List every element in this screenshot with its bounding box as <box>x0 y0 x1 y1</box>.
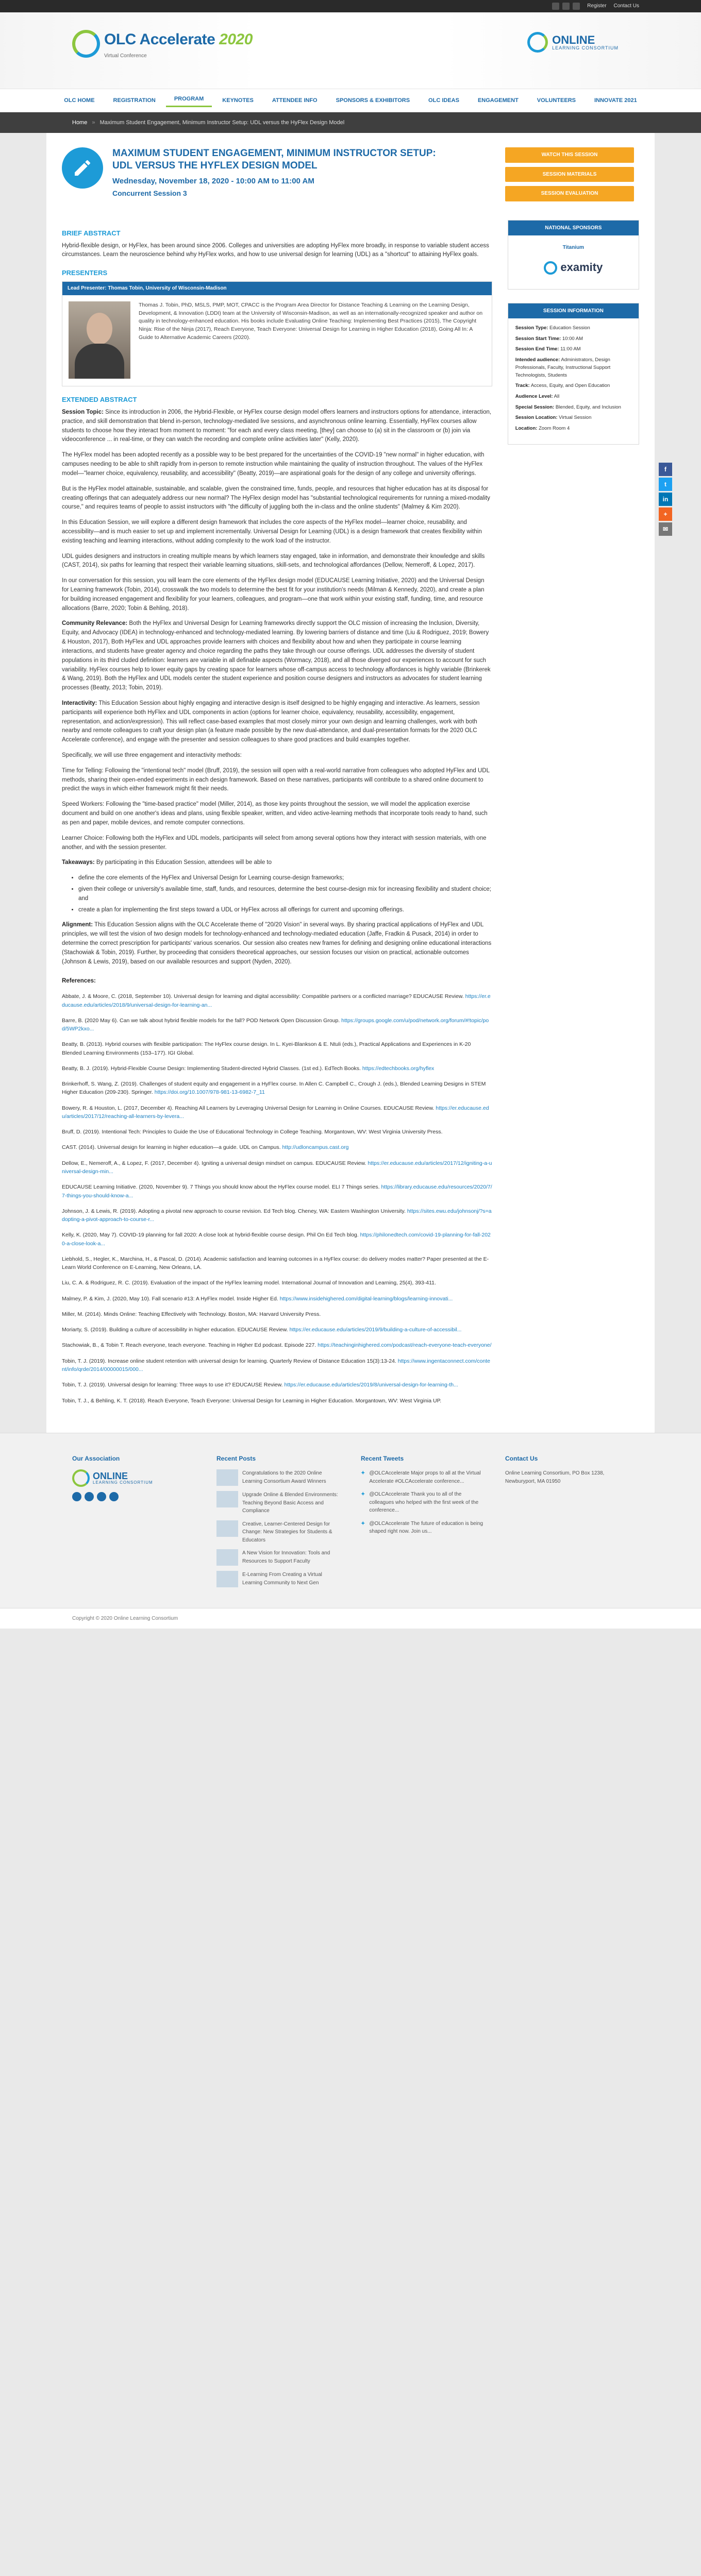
reference-text: Stachowiak, B., & Tobin T. Reach everyone, teach everyone. Teaching in Higher Ed podcast. Episode 227. <box>62 1342 316 1349</box>
nav-item-registration[interactable]: REGISTRATION <box>113 97 156 104</box>
footer-logo-subtext: LEARNING CONSORTIUM <box>93 1480 153 1485</box>
paragraph: In our conversation for this session, you will learn the core elements of the HyFlex design model (EDUCAUSE Learning Initiative, 2020) and the Universal Design for Learning framework (Tobin, 2014), crosswalk the two models to determine the best fit for your institution's needs (Milman & Kennedy, 2020), and create a plan for building increased engagement and flexibility for your learners, colleagues, and program—one that work within your existing staff, funding, time, and resource allocations (Barre, 2020; Tobin & Behling, 2018). <box>62 578 485 612</box>
logo-title: OLC Accelerate 2020 <box>104 31 253 48</box>
sponsor-box <box>508 220 639 290</box>
alignment-paragraph: Alignment: This Education Session aligns with the OLC Accelerate theme of "20/20 Vision" in several ways. By sharing practical applications of HyFlex and UDL principles, we will test the vision of two design models for technology-enhanced and technology-mediated education (Jaffe, Fradkin & Pusack, 2014) in order to determine the correct prescription for participants' various scenarios. Our session also creates new frames for defining and designing online educational interactions (Stachowiak & Tobin, 2019). Further, by proceeding that considers theoretical approaches, our session focuses our vision on practical, actionable outcomes (Johnson & Lewis, 2019), based on our available resources and support (Nyden, 2020). <box>62 922 492 965</box>
reference-link[interactable]: https://sites.ewu.edu/johnsonj/?s=adopting-a-pivot-approach-to-course-r... <box>62 1208 492 1223</box>
nav-item-sponsors-exhibitors[interactable]: SPONSORS & EXHIBITORS <box>336 97 410 104</box>
news-thumbnail <box>216 1491 238 1507</box>
session-info-value: Zoom Room 4 <box>539 426 570 432</box>
session-title: MAXIMUM STUDENT ENGAGEMENT, MINIMUM INSTRUCTOR SETUP: UDL VERSUS THE HYFLEX DESIGN MODEL <box>112 148 436 171</box>
paragraph: In this Education Session, we will explore a different design framework that includes the core aspects of the HyFlex model—learner choice, reusability, and accessibility—and is much easier to set up and implement incrementally. Universal Design for Learning (UDL) is a design framework that creates flexibility within existing teaching and learning interactions, without adding complexity to the work load of the instructor. <box>62 519 482 544</box>
brief-abstract-heading: BRIEF ABSTRACT <box>62 229 121 237</box>
olc-accelerate-logo[interactable] <box>72 28 253 60</box>
extended-abstract-heading: EXTENDED ABSTRACT <box>62 395 137 403</box>
pencil-icon <box>62 147 103 189</box>
community-relevance-paragraph: Community Relevance: Both the HyFlex and Universal Design for Learning frameworks directly support the OLC mission of increasing the Inclusion, Diversity, Equity, and Advocacy (IDEA) in technology-enhanced and technology-mediated learning. By lowering barriers of distance and time (Liu & Rodriguez, 2019; Bowery & Houston, 2017), Both HyFlex and UDL approaches provide learners with choices and flexibility about how and when they participate in course learning interactions, and students have greater agency and choice regarding the paths they take through our course offerings. UDL addresses the diversity of student populations in its third cluded definition: learners are variable in all definable aspects (Wormacy, 2018), and all those diverged our experiences to account for such variability. HyFlex courses help to lower equity gaps by creating space for learners whose off-campus access to technology affordances is highly variable (Brinkerek & Wang, 2019). Both the HyFlex and UDL models center the student experience and position course designers and instructors as advocates for student learning processes (Beatty, 2013; Tobin, 2019). <box>62 620 491 691</box>
news-thumbnail <box>216 1469 238 1486</box>
reference-link[interactable]: https://philonedtech.com/covid-19-planning-for-fall-2020-a-close-look-a... <box>62 1232 491 1247</box>
linkedin-icon[interactable] <box>97 1492 106 1501</box>
reference-item <box>62 1326 492 1334</box>
tweet-text: @OLCAccelerate Major props to all at the Virtual Accelerate #OLCAccelerate conference... <box>369 1470 481 1484</box>
olc-logo-text: ONLINE LEARNING CONSORTIUM <box>552 33 619 50</box>
nav-item-volunteers[interactable]: VOLUNTEERS <box>537 97 576 104</box>
session-info-label: Special Session: <box>515 404 555 410</box>
tweet-text: @OLCAccelerate The future of education is being shaped right now. Join us... <box>369 1520 483 1535</box>
session-info-label: Location: <box>515 426 538 432</box>
list-item: • define the core elements of the HyFlex and Universal Design for Learning course-design frameworks; <box>78 874 492 883</box>
tweet-item[interactable] <box>361 1469 485 1485</box>
share-more-icon[interactable]: + <box>659 507 672 521</box>
session-info-value: Education Session <box>549 325 590 331</box>
session-track: Concurrent Session 3 <box>112 189 187 197</box>
footer-social-icons <box>72 1492 196 1501</box>
reference-item <box>62 1128 492 1136</box>
breadcrumb-home[interactable]: Home <box>72 120 88 126</box>
footer-logo-text: ONLINE <box>93 1471 128 1482</box>
reference-text: Barre, B. (2020 May 6). Can we talk about hybrid flexible models for the fall? POD Network Open Discussion Group. <box>62 1017 340 1024</box>
breadcrumb-separator: » <box>92 120 95 126</box>
session-info-label: Track: <box>515 383 530 389</box>
top-bar <box>0 0 701 12</box>
session-info-label: Audience Level: <box>515 394 553 400</box>
reference-item <box>62 1255 492 1272</box>
paragraph: Speed Workers: Following the "time-based practice" model (Miller, 2014), as those key points throughout the session, we will model the application exercise document and build on one another's ideas and plans, using flexible speaker, written, and video active-learning methods that incorporate tools ready to hand, such as pen and paper, mobile devices, and remote computer connections. <box>62 801 488 826</box>
reference-item <box>62 1341 492 1349</box>
presenter-name: Lead Presenter: Thomas Tobin, University of Wisconsin-Madison <box>62 282 492 295</box>
session-info-row <box>515 414 631 422</box>
reference-link[interactable]: https://groups.google.com/u/pod/network.org/forum/#!topic/pod/5WP2kxo... <box>62 1017 489 1032</box>
session-info-row <box>515 335 631 343</box>
olc-logo[interactable] <box>527 32 619 53</box>
news-title: Upgrade Online & Blended Environments: Teaching Beyond Basic Access and Compliance <box>242 1492 338 1514</box>
site-header <box>0 12 701 89</box>
footer-olc-logo[interactable] <box>72 1469 196 1487</box>
news-thumbnail <box>216 1549 238 1566</box>
presenter-photo <box>69 301 130 379</box>
reference-item <box>62 1040 492 1057</box>
nav-item-innovate-2021[interactable]: INNOVATE 2021 <box>594 97 637 104</box>
presenter-photo-body <box>75 344 124 379</box>
reference-item <box>62 1357 492 1374</box>
footer-tweets-heading: Recent Tweets <box>361 1454 404 1462</box>
paragraph: The HyFlex model has been adopted recently as a possible way to be best prepared for the uncertainties of the COVID-19 "new normal" in higher education, with campuses needing to be able to shift rapidly from in-person to remote instruction while maintaining the quality of instruction throughout. The values of the HyFlex model—"learner choice, equivalency, reusability, and accessibility" (Beatty, 2019)—are aspirational goals for the design of any college and university offerings. <box>62 452 485 477</box>
news-item[interactable] <box>216 1491 340 1515</box>
session-info-value: Access, Equity, and Open Education <box>530 383 610 389</box>
session-info-row <box>515 404 631 412</box>
reference-item <box>62 1016 492 1033</box>
paragraph: Specifically, we will use three engagement and interactivity methods: <box>62 752 242 759</box>
takeaways-paragraph: Takeaways: By participating in this Education Session, attendees will be able to <box>62 859 272 866</box>
main-nav <box>0 89 701 112</box>
reference-text: Beatty, B. J. (2019). Hybrid-Flexible Course Design: Implementing Student-directed Hybrid Classes. (1st ed.). EdTech Books. <box>62 1065 361 1072</box>
reference-link[interactable]: https://er.educause.edu/articles/2018/9/universal-design-for-learning-an... <box>62 993 491 1008</box>
nav-item-program[interactable]: PROGRAM <box>166 95 212 107</box>
takeaways-list <box>78 874 492 914</box>
reference-link[interactable]: https://doi.org/10.1007/978-981-13-6982-7_11 <box>154 1089 265 1096</box>
reference-text: Liu, C. A. & Rodriguez, R. C. (2019). Evaluation of the impact of the HyFlex learning model. International Journal of Innovation and Learning, 25(4), 393-411. <box>62 1280 436 1286</box>
twitter-icon: ✦ <box>361 1492 365 1498</box>
nav-item-olc-ideas[interactable]: OLC IDEAS <box>428 97 459 104</box>
copyright-bar <box>0 1608 701 1629</box>
site-footer <box>0 1433 701 1608</box>
reference-text: Abbate, J. & Moore, C. (2018, September 10). Universal design for learning and digital accessibility: Compatible partners or a conflicted marriage? EDUCAUSE Review. <box>62 993 464 1000</box>
session-topic-paragraph: Session Topic: Since its introduction in 2006, the Hybrid-Flexible, or HyFlex course design model offers learners and instructors options for attendance, interaction, practice, and skill demonstration that blend in-person, technology-mediated live sessions, and asynchronous online learning. Essentially, HyFlex courses allow students to choose how they interact from moment to moment: "for each and every class meeting, [they] can choose to (a) sit in the classroom or (b) join via videoconference ... in real-time, or they can watch the recording and complete online activities later" (Kelly, 2020). <box>62 409 492 443</box>
copyright-text: Copyright © 2020 Online Learning Consortium <box>72 1616 178 1622</box>
sponsor-heading: NATIONAL SPONSORS <box>508 221 639 236</box>
accelerate-logo-icon <box>72 30 100 58</box>
twitter-icon: ✦ <box>361 1470 365 1477</box>
share-email-icon[interactable]: ✉ <box>659 522 672 536</box>
examity-logo[interactable] <box>508 256 639 280</box>
session-info-row <box>515 325 631 332</box>
watch-session-button[interactable]: WATCH THIS SESSION <box>505 147 634 163</box>
share-linkedin-icon[interactable]: in <box>659 493 672 506</box>
session-info-value: Blended, Equity, and Inclusion <box>555 404 621 410</box>
sponsor-name: examity <box>560 261 603 274</box>
news-title: Congratulations to the 2020 Online Learning Consortium Award Winners <box>242 1470 326 1484</box>
youtube-icon[interactable] <box>109 1492 119 1501</box>
brief-abstract-text: Hybrid-flexible design, or HyFlex, has been around since 2006. Colleges and universities are adopting HyFlex more broadly, in response to variable student access circumstances. Learn the neuroscience behind why HyFlex works, and how to use universal design for learning (UDL) as a "shortcut" to attaining HyFlex goals. <box>62 242 489 258</box>
session-info-value: All <box>554 394 560 400</box>
footer-about-heading: Our Association <box>72 1454 120 1462</box>
tweet-item[interactable] <box>361 1490 485 1515</box>
news-thumbnail <box>216 1520 238 1537</box>
session-info-row <box>515 357 631 379</box>
session-evaluation-button[interactable]: SESSION EVALUATION <box>505 186 634 201</box>
news-item[interactable] <box>216 1469 340 1486</box>
reference-item <box>62 1064 492 1073</box>
reference-text: Tobin, T. J. (2019). Universal design for learning: Three ways to use it? EDUCAUSE Review. <box>62 1382 283 1388</box>
reference-link[interactable]: http://udloncampus.cast.org <box>282 1144 349 1151</box>
session-info-value: Administrators, Design Professionals, Faculty, Instructional Support Technologists, Students <box>515 357 611 378</box>
footer-contact-heading: Contact Us <box>505 1454 538 1462</box>
presenter-bio: Thomas J. Tobin, PhD, MSLS, PMP, MOT, CPACC is the Program Area Director for Distance Teaching & Learning on the Learning Design, Development, & Innovation (LDDI) team at the University of Wisconsin-Madison, as well as an internationally-recognized speaker and author on quality in technology-enhanced education. His books include Evaluating Online Teaching: Implementing Best Practices (2015), The Copyright Ninja: Rise of the Ninja (2017), Reach Everyone, Teach Everyone: Universal Design for Learning in Higher Education (2018), Going All In: A Guide to Alternative Academic Careers (2020). <box>139 301 483 341</box>
twitter-icon[interactable] <box>85 1492 94 1501</box>
reference-item <box>62 1183 492 1200</box>
reference-link[interactable]: https://er.educause.edu/articles/2019/9/building-a-culture-of-accessibil... <box>289 1327 462 1333</box>
reference-item <box>62 1159 492 1176</box>
page-content <box>46 133 669 1433</box>
reference-text: Brinkerhoff, S. Wang, Z. (2019). Challenges of student equity and engagement in a HyFlex course. In Allen C. Campbell C., Crough J. (eds.), Blended Learning Designs in STEM Higher Education (209-230). Springer. <box>62 1081 486 1096</box>
paragraph: UDL guides designers and instructors in creating multiple means by which learners stay engaged, take in information, and demonstrate their knowledge and skills (CAST, 2014), six paths for learning that respect their variable learning situations, skill-sets, and technological affordances (Dellow, Nemeroff, & Lopez, 2017). <box>62 553 485 569</box>
news-item[interactable] <box>216 1549 340 1566</box>
news-title: E-Learning From Creating a Virtual Learning Community to Next Gen <box>242 1572 322 1586</box>
session-info-value: 10:00 AM <box>562 335 583 342</box>
share-bar <box>659 463 672 536</box>
session-info-value: Virtual Session <box>559 415 592 421</box>
reference-text: Tobin, T. J. (2019). Increase online student retention with universal design for learning. Quarterly Review of Distance Education 15(3):13-24. <box>62 1358 396 1364</box>
session-info-list <box>508 318 639 444</box>
reference-text: Johnson, J. & Lewis, R. (2019). Adopting a pivotal new approach to course revision. Ed Tech blog. Cheney, WA: Eastern Washington University. <box>62 1208 406 1214</box>
twitter-icon[interactable] <box>562 3 570 10</box>
session-info-row <box>515 425 631 433</box>
footer-news-heading: Recent Posts <box>216 1454 256 1462</box>
reference-text: Beatty, B. (2013). Hybrid courses with flexible participation: The HyFlex course design. In L. Kyei-Blankson & E. Ntuli (eds.), Practical Applications and Experiences in K-20 Blended Learning Environments (153–177). IGI Global. <box>62 1041 471 1056</box>
session-hero <box>62 147 639 201</box>
register-link[interactable]: Register <box>587 3 607 9</box>
nav-item-olc-home[interactable]: OLC HOME <box>64 97 95 104</box>
reference-item <box>62 1381 492 1389</box>
reference-item <box>62 1279 492 1287</box>
session-info-row <box>515 393 631 401</box>
nav-item-attendee-info[interactable]: ATTENDEE INFO <box>272 97 318 104</box>
top-social-icons <box>552 3 580 10</box>
reference-item <box>62 1143 492 1151</box>
presenter-photo-head <box>87 313 112 345</box>
reference-item <box>62 1231 492 1248</box>
sponsor-tier: Titanium <box>562 245 585 250</box>
facebook-icon[interactable] <box>72 1492 81 1501</box>
session-info-row <box>515 346 631 353</box>
paragraph: But is the HyFlex model attainable, sustainable, and scalable, given the constrained time, funds, people, and resources that higher education has at its disposal for creating offerings that can adequately address our new normal? The HyFlex design model has "substantial technological requirements for running a mixed-modality course," and requires teams of people to assist instructors with "the difficulty of juggling both the in-class and the online students" (Malmey & Kim 2020). <box>62 485 490 511</box>
reference-item <box>62 1310 492 1318</box>
reference-link[interactable]: https://er.educause.edu/articles/2017/12/reaching-all-learners-by-levera... <box>62 1105 489 1120</box>
reference-text: Miller, M. (2014). Minds Online: Teaching Effectively with Technology. Boston, MA: Harvard University Press. <box>62 1311 321 1317</box>
breadcrumb-bar <box>0 112 701 133</box>
main-column <box>62 220 492 1412</box>
news-title: A New Vision for Innovation: Tools and Resources to Support Faculty <box>242 1550 330 1564</box>
logo-subtitle: Virtual Conference <box>104 53 147 59</box>
reference-link[interactable]: https://library.educause.edu/resources/2020/7/7-things-you-should-know-a... <box>62 1184 492 1199</box>
reference-text: EDUCAUSE Learning Initiative. (2020, November 9). 7 Things you should know about the HyFlex course model. ELI 7 Things series. <box>62 1184 380 1191</box>
session-info-heading: SESSION INFORMATION <box>508 303 639 319</box>
session-info-label: Session Location: <box>515 415 558 421</box>
reference-item <box>62 992 492 1009</box>
references-list <box>62 992 492 1405</box>
interactivity-paragraph: Interactivity: This Education Session about highly engaging and interactive design is itself designed to be highly engaging and interactive. As learners, session participants will experience both HyFlex and UDL components in action (options for learner choice, equivalency, reusability, accessibility, engagement, representation, and action/expression). This will reflect case-based examples that most closely mirror your own design and learning challenges, work with both nearby and remote colleagues to craft your design plan (a feature made possible by the new dual-attendance, and dual-presentation formats for the 2020 OLC Accelerate conference), and engage with the presenter and session colleagues to share good practices and build examples together. <box>62 700 480 743</box>
reference-text: Malmey, P. & Kim, J. (2020, May 10). Fall scenario #13: A HyFlex model. Inside Higher Ed. <box>62 1295 278 1302</box>
references-heading: References: <box>62 978 96 985</box>
reference-link[interactable]: https://teachinginhighered.com/podcast/reach-everyone-teach-everyone/ <box>318 1342 492 1349</box>
reference-text: Moriarty, S. (2019). Building a culture of accessibility in higher education. EDUCAUSE Review. <box>62 1327 288 1333</box>
session-info-value: 11:00 AM <box>560 346 581 352</box>
reference-text: Bruff, D. (2019). Intentional Tech: Principles to Guide the Use of Educational Technology in College Teaching. Morgantown, WV: West Virginia University Press. <box>62 1129 443 1136</box>
breadcrumb-current: Maximum Student Engagement, Minimum Instructor Setup: UDL versus the HyFlex Design Model <box>99 120 345 126</box>
reference-link[interactable]: https://er.educause.edu/articles/2019/8/universal-design-for-learning-th... <box>284 1382 458 1388</box>
reference-link[interactable]: https://www.ingentaconnect.com/content/info/qrde/2014/00000015/000... <box>62 1358 490 1372</box>
tweet-text: @OLCAccelerate Thank you to all of the colleagues who helped with the first week of the conference... <box>369 1492 479 1514</box>
reference-text: CAST. (2014). Universal design for learning in higher education—a guide. UDL on Campus. <box>62 1144 281 1151</box>
session-info-row <box>515 382 631 390</box>
reference-item <box>62 1207 492 1224</box>
footer-contact-text: Online Learning Consortium, PO Box 1238, Newburyport, MA 01950 <box>505 1470 605 1484</box>
session-info-label: Session Type: <box>515 325 548 331</box>
share-facebook-icon[interactable]: f <box>659 463 672 476</box>
footer-olc-logo-icon <box>72 1469 90 1487</box>
session-date: Wednesday, November 18, 2020 - 10:00 AM to 11:00 AM <box>112 176 314 185</box>
reference-text: Kelly, K. (2020, May 7). COVID-19 planning for fall 2020: A close look at hybrid-flexible course design. Phil On Ed Tech blog. <box>62 1232 359 1239</box>
reference-item <box>62 1397 492 1405</box>
footer-tweets <box>361 1454 485 1593</box>
list-item: • create a plan for implementing the first steps toward a UDL or HyFlex across all offerings for current and upcoming offerings. <box>78 906 492 915</box>
reference-link[interactable]: https://www.insidehighered.com/digital-learning/blogs/learning-innovati... <box>279 1295 453 1302</box>
nav-item-keynotes[interactable]: KEYNOTES <box>222 97 254 104</box>
paragraph: Time for Telling: Following the "intentional tech" model (Bruff, 2019), the session will open with a real-world narrative from colleagues who adopted HyFlex and UDL methods, sharing their open-ended experiments in each design framework. Based on these narratives, participants will contribute to a shared online document to predict the ways in which either framework might fit their needs. <box>62 767 490 792</box>
session-info-label: Session Start Time: <box>515 335 561 342</box>
share-twitter-icon[interactable]: t <box>659 478 672 491</box>
footer-news <box>216 1454 340 1593</box>
session-info-label: Intended audience: <box>515 357 560 363</box>
session-info-label: Session End Time: <box>515 346 559 352</box>
news-item[interactable] <box>216 1571 340 1587</box>
breadcrumb <box>52 112 649 133</box>
linkedin-icon[interactable] <box>573 3 580 10</box>
tweet-item[interactable] <box>361 1520 485 1536</box>
news-thumbnail <box>216 1571 238 1587</box>
reference-text: Tobin, T. J., & Behling, K. T. (2018). Reach Everyone, Teach Everyone: Universal Design for Learning in Higher Education. Morgantown, WV: West Virginia UP. <box>62 1397 442 1404</box>
session-materials-button[interactable]: SESSION MATERIALS <box>505 167 634 182</box>
reference-item <box>62 1295 492 1303</box>
paragraph: Learner Choice: Following both the HyFlex and UDL models, participants will select from among several options how they interact with session materials, with one another, and with the session presenter. <box>62 835 487 851</box>
session-info-box <box>508 303 639 445</box>
sidebar <box>508 220 639 1412</box>
contact-link[interactable]: Contact Us <box>613 3 639 9</box>
reference-link[interactable]: https://edtechbooks.org/hyflex <box>362 1065 435 1072</box>
nav-item-engagement[interactable]: ENGAGEMENT <box>477 97 519 104</box>
olc-logo-icon <box>527 32 548 53</box>
reference-text: Dellow, E., Nemeroff, A., & Lopez, F. (2017, December 4). Igniting a universal design mindset on campus. EDUCAUSE Review. <box>62 1160 366 1166</box>
presenter-card <box>62 281 492 386</box>
reference-item <box>62 1080 492 1097</box>
examity-logo-icon <box>544 261 557 275</box>
reference-item <box>62 1104 492 1121</box>
footer-about <box>72 1454 196 1593</box>
news-item[interactable] <box>216 1520 340 1545</box>
footer-contact <box>505 1454 629 1593</box>
session-actions <box>505 147 634 201</box>
reference-link[interactable]: https://er.educause.edu/articles/2017/12/igniting-a-universal-design-min... <box>62 1160 492 1175</box>
reference-text: Bowery, R. & Houston, L. (2017, December 4). Reaching All Learners by Leveraging Universal Design for Learning in Online Courses. EDUCAUSE Review. <box>62 1105 435 1111</box>
reference-text: Liebhold, S., Hegler, K., Marchina, H., & Pascal, D. (2014). Academic satisfaction and learning outcomes in a HyFlex course: do delivery modes matter? Paper presented at the E-Learn World Conference on E-Learning, New Orleans, LA. <box>62 1256 489 1271</box>
list-item: • given their college or university's available time, staff, funds, and resources, determine the best course-design mix for increasing flexibility and student choice; and <box>78 885 492 904</box>
news-title: Creative, Learner-Centered Design for Change: New Strategies for Students & Educators <box>242 1521 332 1543</box>
presenters-heading: PRESENTERS <box>62 269 108 277</box>
twitter-icon: ✦ <box>361 1520 365 1527</box>
facebook-icon[interactable] <box>552 3 559 10</box>
